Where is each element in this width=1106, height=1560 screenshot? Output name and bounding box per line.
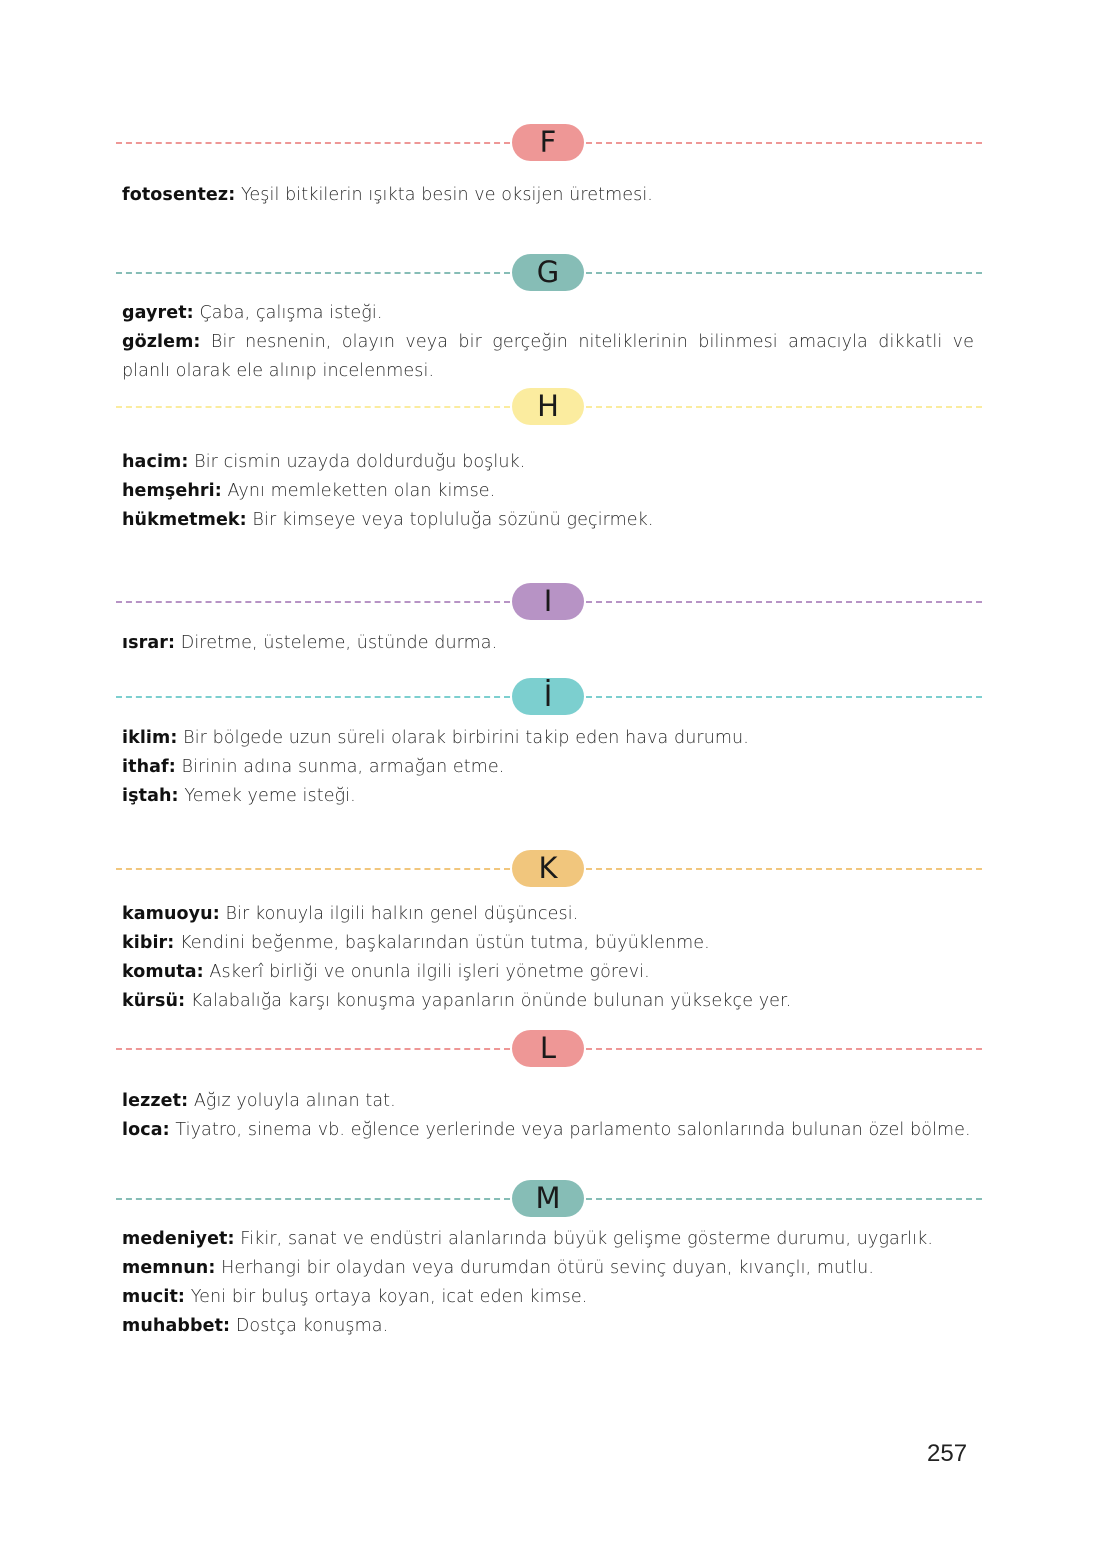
dashed-line <box>116 406 510 408</box>
letter-divider-g <box>116 253 982 293</box>
letter-badge: İ <box>512 678 584 715</box>
entry-list-h <box>122 448 974 535</box>
glossary-entry <box>122 181 974 210</box>
term: hükmetmek: <box>122 510 247 530</box>
dashed-line <box>586 142 982 144</box>
definition: Aynı memleketten olan kimse. <box>221 481 496 501</box>
glossary-entry <box>122 1254 974 1283</box>
term: kibir: <box>122 933 175 953</box>
glossary-entry <box>122 724 974 753</box>
dashed-line <box>586 601 982 603</box>
term: hacim: <box>122 452 189 472</box>
dashed-line <box>116 272 510 274</box>
definition: Bir nesnenin, olayın veya bir gerçeğin niteliklerinin bilinmesi amacıyla dikkatli ve planlı olarak ele alınıp incelenmesi. <box>122 332 974 381</box>
definition: Bir cismin uzayda doldurduğu boşluk. <box>188 452 526 472</box>
term: iştah: <box>122 786 179 806</box>
term: ithaf: <box>122 757 176 777</box>
letter-divider-h <box>116 387 982 427</box>
term: mucit: <box>122 1287 186 1307</box>
dashed-line <box>586 406 982 408</box>
term: loca: <box>122 1120 170 1140</box>
term: gözlem: <box>122 332 201 352</box>
entry-list-f <box>122 181 974 210</box>
glossary-entry <box>122 299 974 328</box>
glossary-entry <box>122 1225 974 1254</box>
letter-badge: F <box>512 124 584 161</box>
dashed-line <box>116 696 510 698</box>
definition: Bir bölgede uzun süreli olarak birbirini takip eden hava durumu. <box>177 728 749 748</box>
definition: Kalabalığa karşı konuşma yapanların önünde bulunan yüksekçe yer. <box>185 991 792 1011</box>
letter-divider-f <box>116 123 982 163</box>
letter-divider-l <box>116 1029 982 1069</box>
term: ısrar: <box>122 633 176 653</box>
term: medeniyet: <box>122 1229 235 1249</box>
letter-badge: G <box>512 254 584 291</box>
term: lezzet: <box>122 1091 189 1111</box>
definition: Herhangi bir olaydan veya durumdan ötürü sevinç duyan, kıvançlı, mutlu. <box>215 1258 875 1278</box>
glossary-entry <box>122 1116 974 1145</box>
term: muhabbet: <box>122 1316 231 1336</box>
glossary-entry <box>122 753 974 782</box>
term: fotosentez: <box>122 185 236 205</box>
definition: Tiyatro, sinema vb. eğlence yerlerinde veya parlamento salonlarında bulunan özel bölme. <box>169 1120 971 1140</box>
glossary-entry <box>122 328 974 386</box>
entry-list-l <box>122 1087 974 1145</box>
dashed-line <box>586 696 982 698</box>
dashed-line <box>586 1198 982 1200</box>
dashed-line <box>586 868 982 870</box>
letter-badge: H <box>512 388 584 425</box>
term: kürsü: <box>122 991 186 1011</box>
glossary-entry <box>122 929 974 958</box>
letter-badge: L <box>512 1030 584 1067</box>
dashed-line <box>116 868 510 870</box>
term: komuta: <box>122 962 204 982</box>
letter-divider-k <box>116 849 982 889</box>
term: kamuoyu: <box>122 904 220 924</box>
term: iklim: <box>122 728 178 748</box>
letter-badge: I <box>512 583 584 620</box>
definition: Dostça konuşma. <box>230 1316 389 1336</box>
glossary-entry <box>122 629 974 658</box>
dashed-line <box>116 601 510 603</box>
dashed-line <box>586 272 982 274</box>
glossary-entry <box>122 477 974 506</box>
dashed-line <box>116 1198 510 1200</box>
definition: Ağız yoluyla alınan tat. <box>188 1091 396 1111</box>
definition: Birinin adına sunma, armağan etme. <box>175 757 505 777</box>
glossary-entry <box>122 506 974 535</box>
entry-list-g <box>122 299 974 386</box>
dashed-line <box>586 1048 982 1050</box>
entry-list-m <box>122 1225 974 1341</box>
term: memnun: <box>122 1258 216 1278</box>
dashed-line <box>116 142 510 144</box>
glossary-entry <box>122 1087 974 1116</box>
term: hemşehri: <box>122 481 222 501</box>
definition: Yeni bir buluş ortaya koyan, icat eden kimse. <box>185 1287 588 1307</box>
definition: Kendini beğenme, başkalarından üstün tutma, büyüklenme. <box>174 933 710 953</box>
letter-badge: M <box>512 1180 584 1217</box>
definition: Askerî birliği ve onunla ilgili işleri yönetme görevi. <box>203 962 650 982</box>
glossary-entry <box>122 1283 974 1312</box>
glossary-entry <box>122 782 974 811</box>
glossary-entry <box>122 900 974 929</box>
definition: Yemek yeme isteği. <box>178 786 356 806</box>
term: gayret: <box>122 303 194 323</box>
definition: Bir kimseye veya topluluğa sözünü geçirmek. <box>246 510 654 530</box>
entry-list-k <box>122 900 974 1016</box>
definition: Fikir, sanat ve endüstri alanlarında büyük gelişme gösterme durumu, uygarlık. <box>234 1229 933 1249</box>
definition: Yeşil bitkilerin ışıkta besin ve oksijen üretmesi. <box>235 185 653 205</box>
letter-divider-i <box>116 582 982 622</box>
glossary-entry <box>122 958 974 987</box>
entry-list-i-dotted <box>122 724 974 811</box>
entry-list-i <box>122 629 974 658</box>
letter-divider-i-dotted <box>116 677 982 717</box>
dashed-line <box>116 1048 510 1050</box>
page-number: 257 <box>927 1440 968 1467</box>
definition: Çaba, çalışma isteği. <box>193 303 383 323</box>
glossary-entry <box>122 448 974 477</box>
letter-divider-m <box>116 1179 982 1219</box>
definition: Bir konuyla ilgili halkın genel düşüncesi. <box>219 904 579 924</box>
letter-badge: K <box>512 850 584 887</box>
glossary-entry <box>122 987 974 1016</box>
definition: Diretme, üsteleme, üstünde durma. <box>175 633 498 653</box>
glossary-entry <box>122 1312 974 1341</box>
